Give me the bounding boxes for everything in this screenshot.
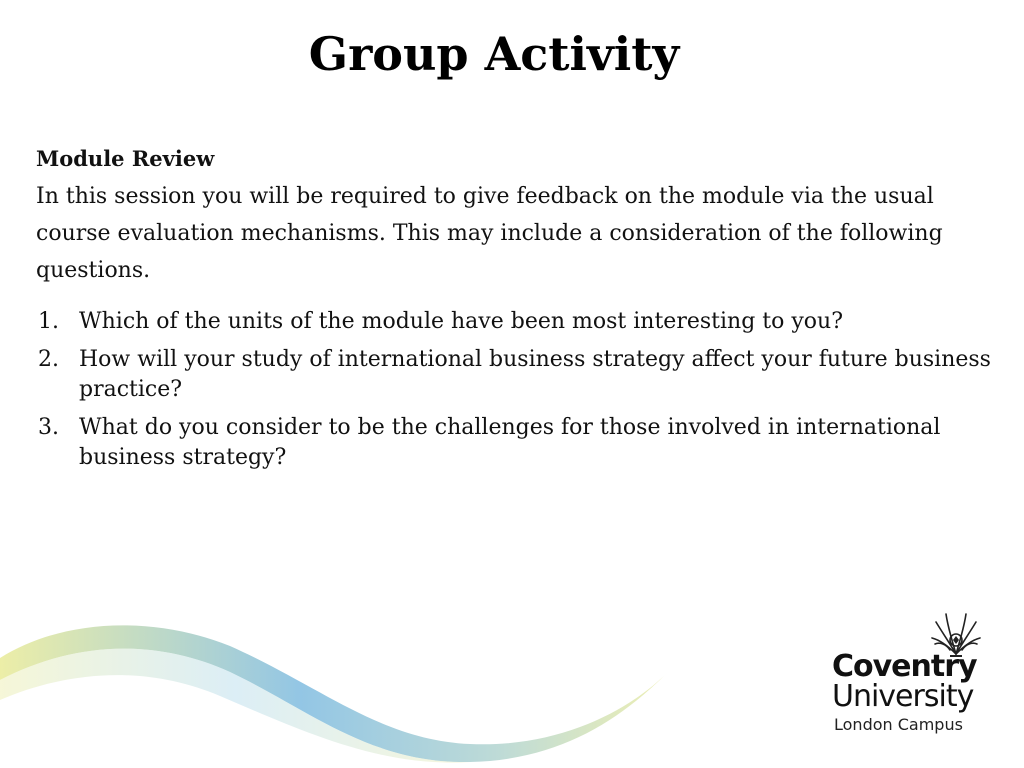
intro-paragraph: In this session you will be required to give feedback on the module via the usual course evaluation mechanisms. This may include a consideration of the following questions. xyxy=(36,184,943,283)
question-list xyxy=(36,307,996,473)
decorative-wave xyxy=(0,600,680,768)
logo-campus-label: London Campus xyxy=(834,715,963,734)
list-item xyxy=(36,345,996,405)
slide-content xyxy=(36,140,996,481)
list-item xyxy=(36,307,996,337)
logo-wordmark-university: University xyxy=(832,679,974,714)
question-text: How will your study of international business strategy affect your future business practice? xyxy=(79,347,991,402)
question-text: What do you consider to be the challenges for those involved in international business strategy? xyxy=(79,415,941,470)
coventry-university-logo xyxy=(826,610,996,745)
question-number: 3. xyxy=(38,415,59,440)
question-number: 2. xyxy=(38,347,59,372)
question-text: Which of the units of the module have been most interesting to you? xyxy=(79,309,843,334)
list-item xyxy=(36,413,996,473)
section-heading: Module Review xyxy=(36,146,215,171)
logo-wordmark-coventry: Coventry xyxy=(832,649,977,684)
question-number: 1. xyxy=(38,309,59,334)
slide-title: Group Activity xyxy=(308,27,680,81)
